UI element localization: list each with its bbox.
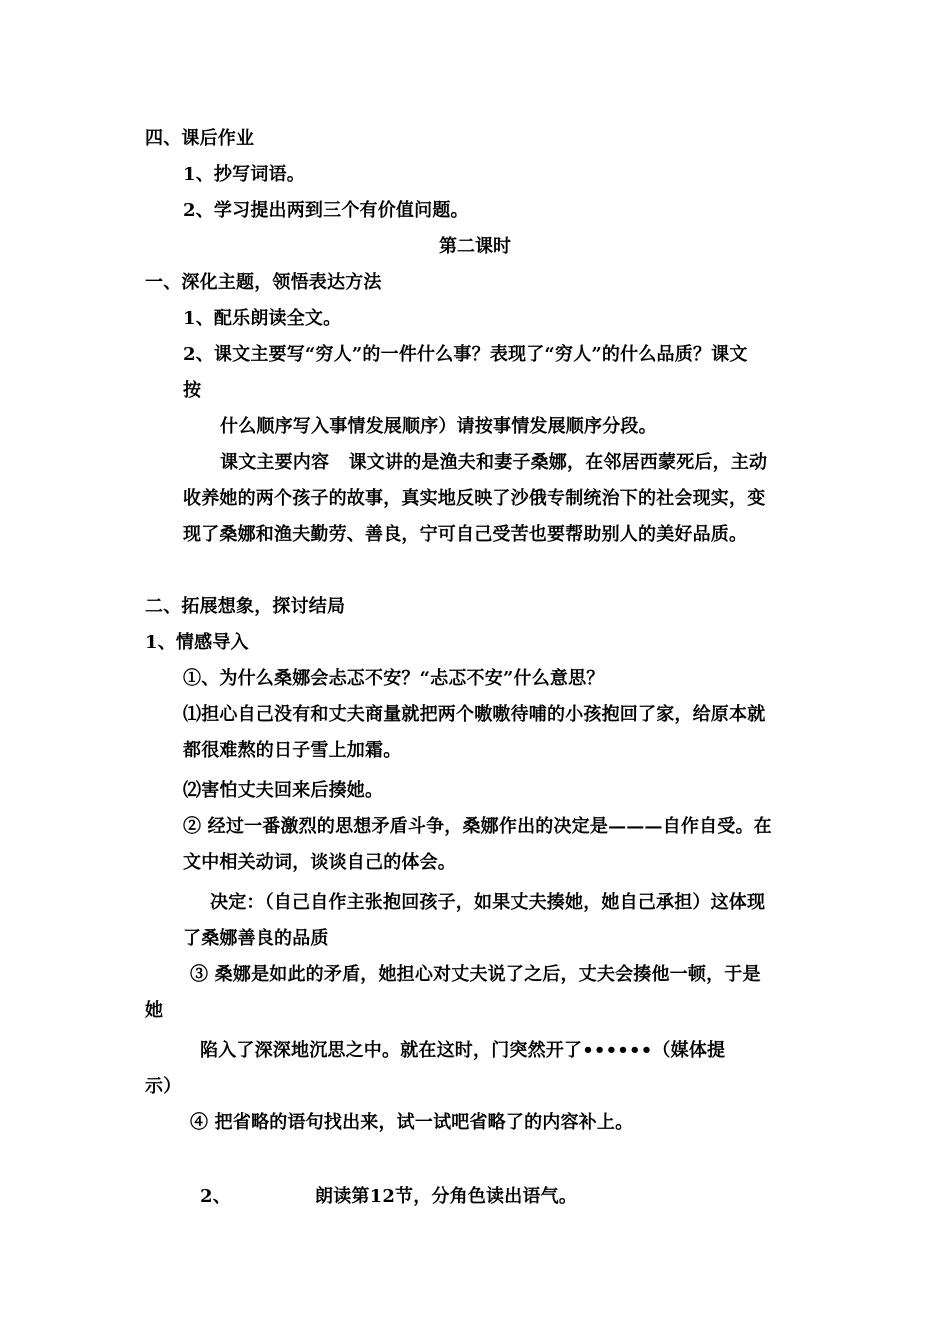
text-line: 陷入了深深地沉思之中。就在这时，门突然开了••••••（媒体提 (200, 1040, 726, 1061)
text-line: ④ 把省略的语句找出来，试一试吧省略了的内容补上。 (190, 1112, 634, 1133)
text-line: 2、课文主要写“穷人”的一件什么事？表现了“穷人”的什么品质？课文 (183, 344, 748, 365)
text-line: 按 (183, 380, 202, 401)
text-line: 文中相关动词，谈谈自己的体会。 (183, 852, 456, 873)
section-heading-expand-imagination: 二、拓展想象，探讨结局 (145, 596, 346, 617)
section-heading-homework: 四、课后作业 (145, 128, 255, 149)
text-line: 朗读第12节，分角色读出语气。 (315, 1186, 578, 1207)
text-line: 现了桑娜和渔夫勤劳、善良，宁可自己受苦也要帮助别人的美好品质。 (183, 524, 748, 545)
text-line: 什么顺序写入事情发展顺序）请按事情发展顺序分段。 (220, 416, 657, 437)
section-heading-deepen-theme: 一、深化主题，领悟表达方法 (145, 272, 382, 293)
text-line: 收养她的两个孩子的故事，真实地反映了沙俄专制统治下的社会现实，变 (183, 488, 766, 509)
text-line: ①、为什么桑娜会忐忑不安？“忐忑不安”什么意思？ (183, 668, 605, 689)
text-line: ③ 桑娜是如此的矛盾，她担心对丈夫说了之后，丈夫会揍他一顿，于是 (190, 964, 761, 985)
text-line: 示） (145, 1076, 182, 1097)
lesson-title: 第二课时 (439, 236, 511, 257)
text-line: 课文主要内容 课文讲的是渔夫和妻子桑娜，在邻居西蒙死后，主动 (220, 452, 768, 473)
text-line: 2、学习提出两到三个有价值问题。 (183, 200, 469, 221)
text-line: 了桑娜善良的品质 (183, 928, 329, 949)
text-line: 1、配乐朗读全文。 (183, 308, 342, 329)
text-line: 她 (145, 1000, 164, 1021)
text-line: 决定：（自己自作主张抱回孩子，如果丈夫揍她，她自己承担）这体现 (210, 892, 766, 913)
text-line: ⑵害怕丈夫回来后揍她。 (183, 780, 384, 801)
text-line: 1、抄写词语。 (183, 164, 305, 185)
text-line: ⑴担心自己没有和丈夫商量就把两个嗷嗷待哺的小孩抱回了家，给原本就 (183, 704, 766, 725)
text-line: 1、情感导入 (145, 632, 249, 653)
list-number: 2、 (200, 1186, 231, 1207)
text-line: ② 经过一番激烈的思想矛盾斗争，桑娜作出的决定是———自作自受。在 (183, 816, 772, 837)
text-line: 都很难熬的日子雪上加霜。 (183, 740, 402, 761)
